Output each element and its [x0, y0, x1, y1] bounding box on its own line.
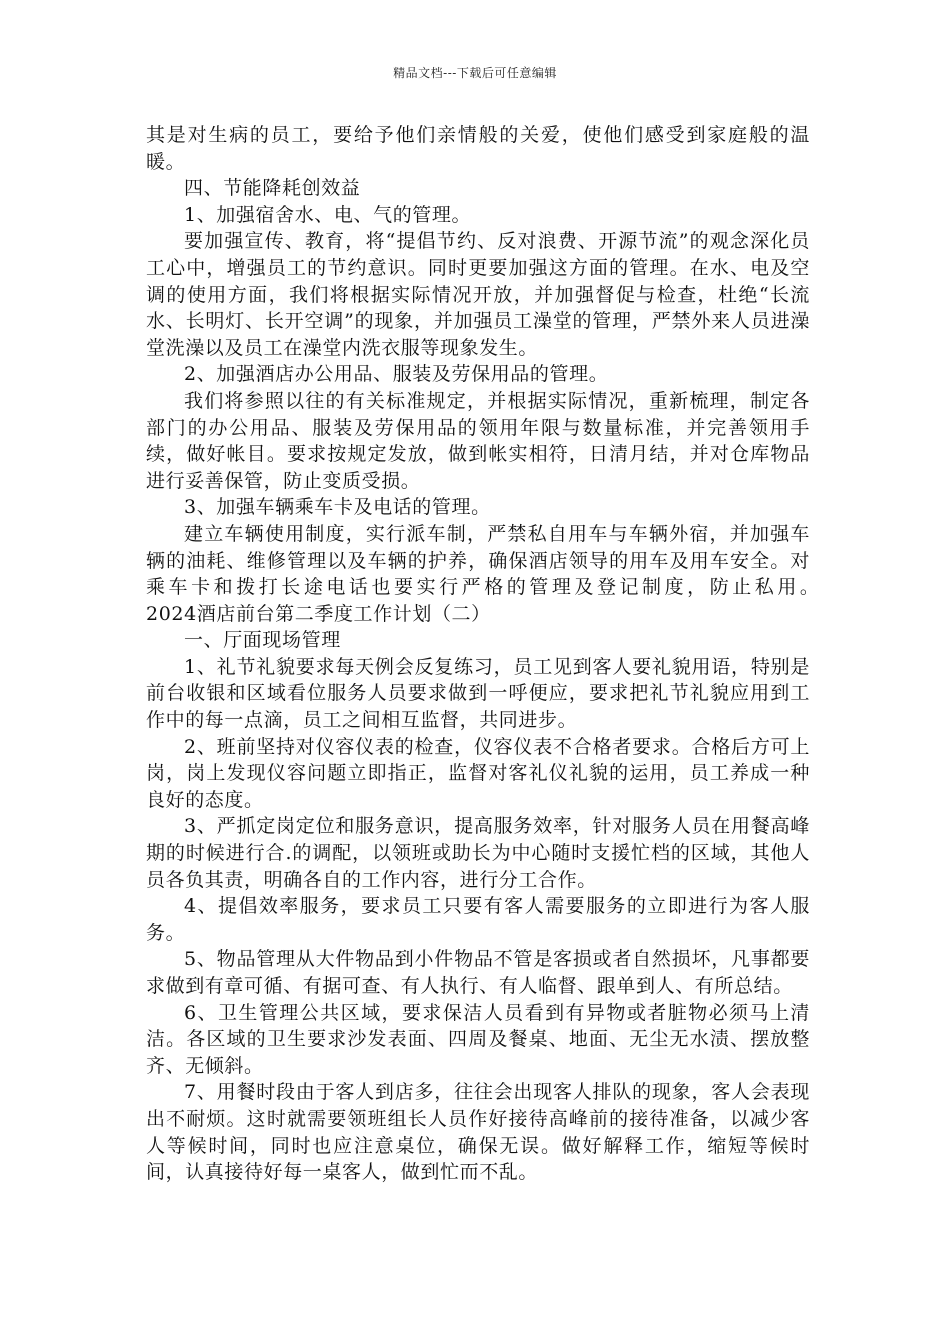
paragraph: 其是对生病的员工，要给予他们亲情般的关爱，使他们感受到家庭般的温暖。	[146, 124, 810, 173]
paragraph: 5、物品管理从大件物品到小件物品不管是客损或者自然损坏，凡事都要求做到有章可循、有据可查、有人执行、有人临督、跟单到人、有所总结。	[146, 948, 810, 997]
paragraph: 我们将参照以往的有关标准规定，并根据实际情况，重新梳理，制定各部门的办公用品、服装及劳保用品的领用年限与数量标准，并完善领用手续，做好帐目。要求按规定发放，做到帐实相符，日清月结，并对仓库物品进行妥善保管，防止变质受损。	[146, 389, 810, 492]
paragraph: 3、严抓定岗定位和服务意识，提高服务效率，针对服务人员在用餐高峰期的时候进行合.的调配，以领班或助长为中心随时支援忙档的区域，其他人员各负其责，明确各自的工作内容，进行分工合作。	[146, 815, 810, 891]
paragraph: 要加强宣传、教育，将“提倡节约、反对浪费、开源节流”的观念深化员工心中，增强员工的节约意识。同时更要加强这方面的管理。在水、电及空调的使用方面，我们将根据实际情况开放，并加强督促与检查，杜绝“长流水、长明灯、长开空调”的现象，并加强员工澡堂的管理，严禁外来人员进澡堂洗澡以及员工在澡堂内洗衣服等现象发生。	[146, 230, 810, 359]
paragraph: 建立车辆使用制度，实行派车制，严禁私自用车与车辆外宿，并加强车辆的油耗、维修管理以及车辆的护养，确保酒店领导的用车及用车安全。对乘车卡和拨打长途电话也要实行严格的管理及登记制度，防止私用。 2024酒店前台第二季度工作计划（二）	[146, 522, 850, 625]
subsection-heading: 2、加强酒店办公用品、服装及劳保用品的管理。	[184, 363, 609, 386]
paragraph: 6、卫生管理公共区域，要求保洁人员看到有异物或者脏物必须马上清洁。各区域的卫生要求沙发表面、四周及餐桌、地面、无尘无水渍、摆放整齐、无倾斜。	[146, 1001, 810, 1077]
document-body	[146, 122, 850, 1186]
paragraph: 2、班前坚持对仪容仪表的检查，仪容仪表不合格者要求。合格后方可上岗，岗上发现仪容问题立即指正，监督对客礼仪礼貌的运用，员工养成一种良好的态度。	[146, 735, 810, 811]
paragraph: 1、礼节礼貌要求每天例会反复练习，员工见到客人要礼貌用语，特别是前台收银和区域看位服务人员要求做到一呼便应，要求把礼节礼貌应用到工作中的每一点滴，员工之间相互监督，共同进步。	[146, 655, 810, 732]
section-heading: 四、节能降耗创效益	[184, 177, 361, 200]
paragraph: 7、用餐时段由于客人到店多，往往会出现客人排队的现象，客人会表现出不耐烦。这时就需要领班组长人员作好接待高峰前的接待准备，以减少客人等候时间，同时也应注意桌位，确保无误。做好解释工作，缩短等候时间，认真接待好每一桌客人，做到忙而不乱。	[146, 1081, 810, 1184]
page-header: 精品文档---下载后可任意编辑	[393, 66, 557, 80]
subsection-heading: 3、加强车辆乘车卡及电话的管理。	[184, 496, 491, 519]
paragraph: 4、提倡效率服务，要求员工只要有客人需要服务的立即进行为客人服务。	[146, 895, 810, 944]
section-heading: 一、厅面现场管理	[184, 629, 341, 652]
subsection-heading: 1、加强宿舍水、电、气的管理。	[184, 203, 472, 226]
